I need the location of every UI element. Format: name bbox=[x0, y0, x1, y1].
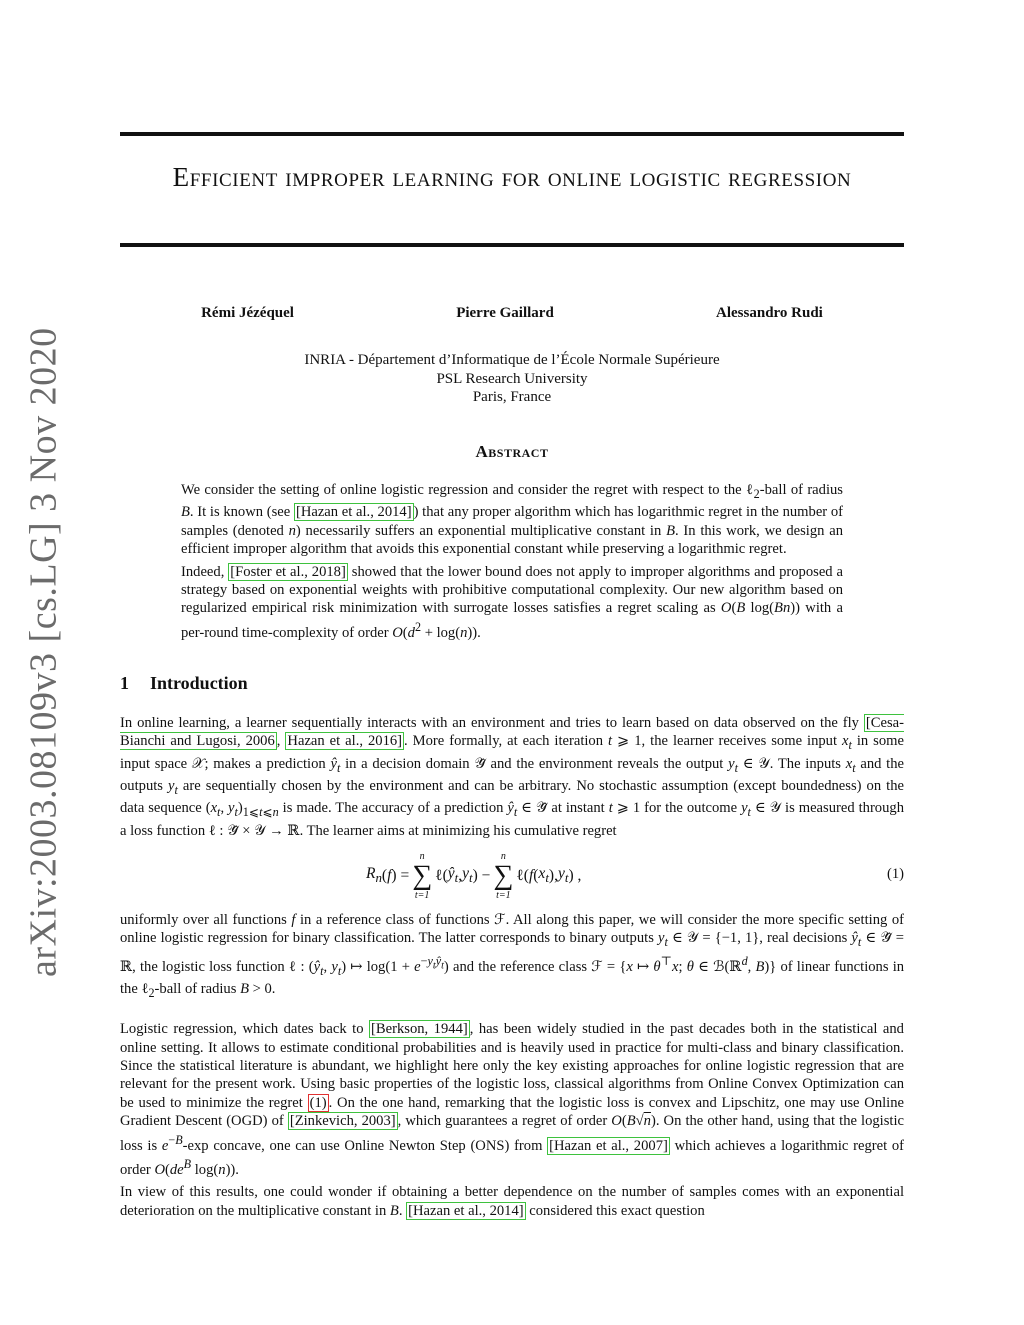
citation-link[interactable]: [Foster et al., 2018] bbox=[230, 563, 346, 580]
author-list bbox=[120, 304, 904, 322]
author-name: Alessandro Rudi bbox=[716, 305, 823, 321]
section-heading: 1 Introduction bbox=[120, 673, 248, 693]
title-top-rule bbox=[120, 132, 904, 136]
abstract-paragraph: We consider the setting of online logistic regression and consider the regret with respect to the ℓ$_2$-ball of radius B. It is known (see [Hazan et al., 2014] ) that any proper algorithm which has logarithmic regret in the number of samples (denoted n) necessarily suffers an exponential multiplicative constant in B. In this work, we design an efficient improper algorithm that avoids this exponential constant while preserving a logarithmic regret. bbox=[181, 482, 844, 558]
equation-regret bbox=[120, 843, 904, 909]
abstract-body bbox=[181, 481, 843, 646]
citation-link[interactable]: [Hazan et al., 2007] bbox=[549, 1137, 668, 1154]
affiliation: INRIA - Département d’Informatique de l’École Normale Supérieure PSL Research University Paris, France bbox=[304, 352, 720, 405]
body-paragraph: uniformly over all functions f in a reference class of functions ℱ. All along this paper, we will consider the more specific setting of online logistic regression for binary classification. The latter corresponds to binary outputs $y_t$ ∈ 𝒴 = {−1, 1}, real decisions $ŷ_t$ ∈ 𝒴̂ = ℝ, the logistic loss function ℓ : ($ŷ_t$, $y_t$) ↦ $\log(1 + e^{-y_tŷ_t})$ and the reference class ℱ = {x ↦ θ⊤x; θ ∈ ℬ(ℝ$^d$, B)} of linear functions in the ℓ$_2$-ball of radius B > 0. bbox=[120, 912, 905, 1000]
body-paragraph: In online learning, a learner sequentially interacts with an environment and tries to learn based on data observed on the fly [Cesa-Bianchi and Lugosi, 2006 , Hazan et al., 2016] . More formally, at each iteration t ⩾ 1, the learner receives some input $x_t$ in some input space 𝒳; makes a prediction $ŷ_t$ in a decision domain 𝒴̂ and the environment reveals the output $y_t$ ∈ 𝒴. The inputs $x_t$ and the outputs $y_t$ are sequentially chosen by the environment and can be arbitrary. No stochastic assumption (except boundedness) on the data sequence ($x_t$, $y_t)_{1⩽t⩽n}$ is made. The accuracy of a prediction $ŷ_t$ ∈ 𝒴̂ at instant t ⩾ 1 for the outcome $y_t$ ∈ 𝒴 is measured through a loss function ℓ : 𝒴̂ × 𝒴 → ℝ. The learner aims at minimizing his cumulative regret bbox=[120, 715, 905, 839]
arxiv-identifier-strip bbox=[14, 327, 74, 978]
title-bottom-rule bbox=[120, 243, 904, 247]
equation-number: (1) bbox=[886, 866, 904, 883]
citation-link[interactable]: Hazan et al., 2016] bbox=[287, 733, 403, 750]
citation-link[interactable]: [Cesa-Bianchi and Lugosi, 2006 bbox=[120, 715, 904, 750]
author-name: Rémi Jézéquel bbox=[201, 305, 294, 321]
introduction-body bbox=[120, 714, 904, 1220]
paper-title: Efficient improper learning for online logistic regression bbox=[172, 162, 852, 192]
author-name: Pierre Gaillard bbox=[456, 305, 554, 321]
equation-body: $R_n$ ( f ) = n ∑ t=1 ℓ( $ŷ_t$ , $y_t$ ) − n ∑ t=1 ℓ( f ( $x_t$ ), $y_t$ ) , bbox=[366, 851, 582, 902]
body-paragraph: In view of this results, one could wonder if obtaining a better dependence on the number of samples comes with an exponential deterioration on the multiplicative constant in B. [Hazan et al., 2014] considered this exact question bbox=[120, 1184, 904, 1219]
citation-link[interactable]: [Hazan et al., 2014] bbox=[408, 1202, 524, 1219]
equation-reference-link[interactable]: (1) bbox=[309, 1094, 327, 1111]
citation-link[interactable]: [Zinkevich, 2003] bbox=[289, 1113, 396, 1130]
abstract-heading: Abstract bbox=[475, 442, 549, 461]
citation-link[interactable]: [Hazan et al., 2014] bbox=[295, 504, 412, 521]
body-paragraph: Logistic regression, which dates back to [Berkson, 1944] , has been widely studied in the past decades both in the statistical and online setting. It allows to estimate conditional probabilities and is heavily used in practice for multi-class and binary classification. Since the statistical literature is abundant, we highlight here only the key existing approaches for online logistic regression that are relevant for the present work. Using basic properties of the logistic loss, classical algorithms from Online Convex Optimization can be used to minimize the regret (1) . On the one hand, remarking that the logistic loss is convex and Lipschitz, one may use Online Gradient Descent (OGD) of [Zinkevich, 2003] , which guarantees a regret of order O(B√n). On the other hand, using that the logistic loss is $e^{-B}-\exp$ concave, one can use Online Newton Step (ONS) from [Hazan et al., 2007] which achieves a logarithmic regret of order $O(de^B$ log(n)). bbox=[120, 1021, 905, 1178]
abstract-paragraph: Indeed, [Foster et al., 2018] showed that the lower bound does not apply to improper algorithms and proposed a strategy based on exponential weights with prohibitive computational complexity. Our new algorithm based on regularized empirical risk minimization with surrogate losses satisfies a regret scaling as O(B log(Bn)) with a per-round time-complexity of order $O(d^2 + \log(n))$. bbox=[181, 563, 843, 641]
citation-link[interactable]: [Berkson, 1944] bbox=[371, 1021, 468, 1038]
arxiv-identifier: arXiv:2003.08109v3 [cs.LG] 3 Nov 2020 bbox=[22, 327, 65, 978]
